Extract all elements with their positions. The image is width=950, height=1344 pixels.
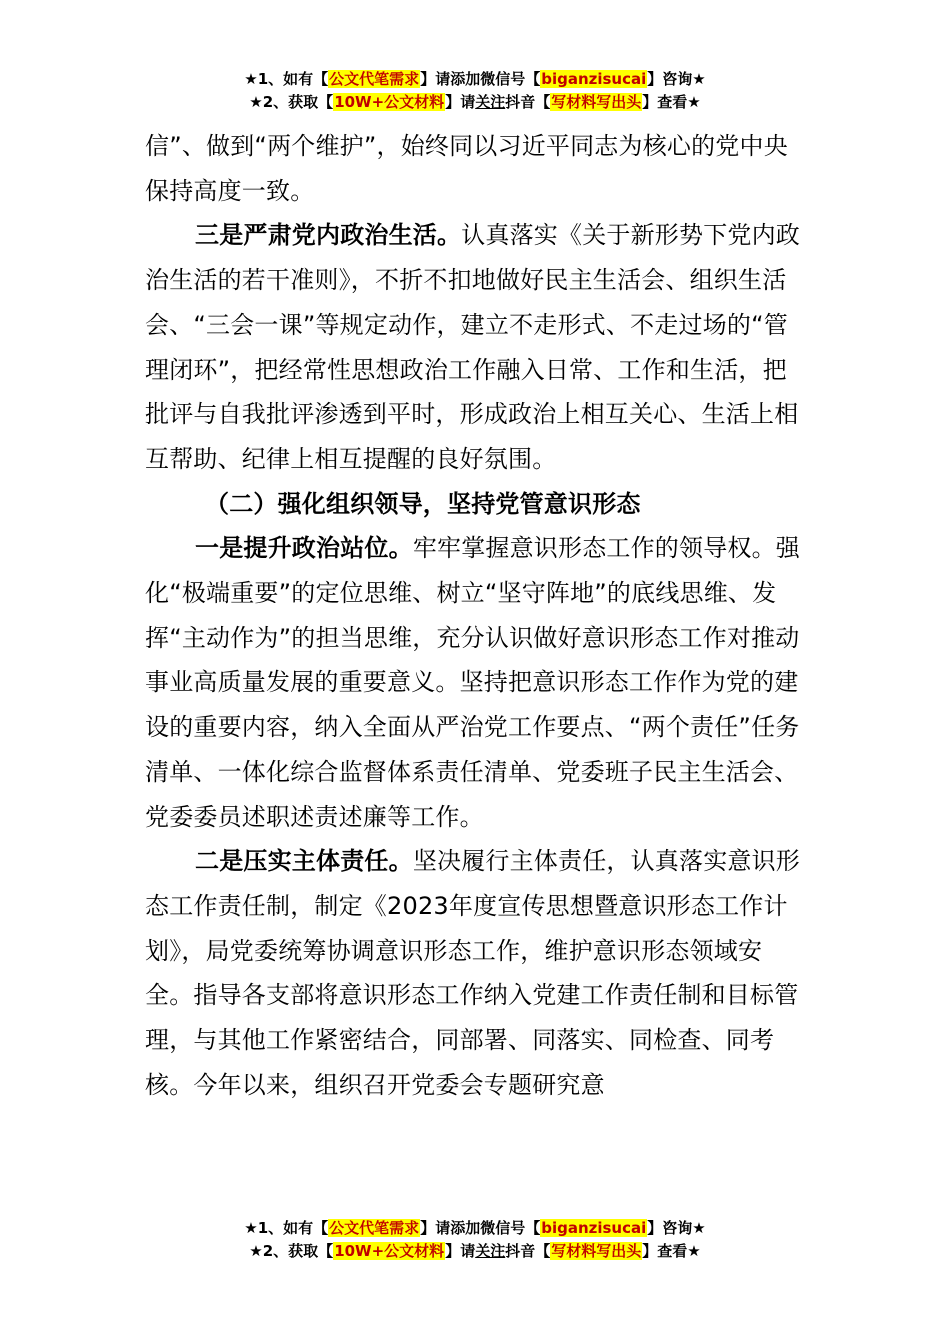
underlined-follow: 关注: [475, 1242, 506, 1260]
banner-text: ★2、获取【: [249, 93, 334, 111]
highlight-service: 公文代笔需求: [329, 70, 420, 88]
banner-text: 】查看★: [642, 1242, 701, 1260]
highlight-materials: 10W+公文材料: [334, 93, 445, 111]
section-heading: （二）强化组织领导，坚持党管意识形态: [205, 489, 641, 518]
paragraph-text: 坚决履行主体责任，认真落实意识形态工作责任制，制定《2023年度宣传思想暨意识形态工作计划》，局党委统筹协调意识形态工作，维护意识形态领域安全。指导各支部将意识形态工作纳入党建工作责任制和目标管理，与其他工作紧密结合，同部署、同落实、同检查、同考核。今年以来，组织召开党委会专题研究意: [145, 847, 801, 1099]
banner-line-1: [0, 68, 950, 91]
paragraph-lead: 三是严肃党内政治生活。: [195, 221, 462, 250]
highlight-wechat-id: biganzisucai: [541, 1219, 647, 1237]
paragraph-text: 牢牢掌握意识形态工作的领导权。强化“极端重要”的定位思维、树立“坚守阵地”的底线思维、发挥“主动作为”的担当思维，充分认识做好意识形态工作对推动事业高质量发展的重要意义。坚持把意识形态工作作为党的建设的重要内容，纳入全面从严治党工作要点、“两个责任”任务清单、一体化综合监督体系责任清单、党委班子民主生活会、党委委员述职述责述廉等工作。: [145, 534, 801, 831]
underlined-follow: 关注: [475, 93, 506, 111]
highlight-materials: 10W+公文材料: [334, 1242, 445, 1260]
banner-text: ★1、如有【: [244, 1219, 329, 1237]
banner-text: 】请添加微信号【: [420, 70, 541, 88]
highlight-service: 公文代笔需求: [329, 1219, 420, 1237]
banner-text: 】咨询★: [647, 1219, 706, 1237]
banner-text: ★1、如有【: [244, 70, 329, 88]
document-body: [145, 124, 809, 1107]
banner-text: 】请: [445, 93, 476, 111]
paragraph-lead: 二是压实主体责任。: [195, 847, 413, 876]
banner-text: 】请添加微信号【: [420, 1219, 541, 1237]
banner-line-2: [0, 1240, 950, 1263]
banner-text: 抖音【: [505, 93, 551, 111]
highlight-douyin: 写材料写出头: [551, 93, 642, 111]
banner-text: 】查看★: [642, 93, 701, 111]
header-banner: [0, 68, 950, 114]
highlight-douyin: 写材料写出头: [551, 1242, 642, 1260]
paragraph-political-stance: [145, 526, 809, 839]
footer-banner: [0, 1217, 950, 1263]
highlight-wechat-id: biganzisucai: [541, 70, 647, 88]
banner-line-1: [0, 1217, 950, 1240]
banner-line-2: [0, 91, 950, 114]
banner-text: 】咨询★: [647, 70, 706, 88]
paragraph-party-life: [145, 213, 809, 481]
paragraph-responsibility: [145, 839, 809, 1107]
banner-text: 】请: [445, 1242, 476, 1260]
banner-text: ★2、获取【: [249, 1242, 334, 1260]
paragraph-text: 认真落实《关于新形势下党内政治生活的若干准则》，不折不扣地做好民主生活会、组织生活会、“三会一课”等规定动作，建立不走形式、不走过场的“管理闭环”，把经常性思想政治工作融入日常、工作和生活，把批评与自我批评渗透到平时，形成政治上相互关心、生活上相互帮助、纪律上相互提醒的良好氛围。: [145, 221, 801, 473]
paragraph-lead: 一是提升政治站位。: [195, 534, 413, 563]
paragraph-continuation: 信”、做到“两个维护”，始终同以习近平同志为核心的党中央保持高度一致。: [145, 132, 788, 205]
banner-text: 抖音【: [505, 1242, 551, 1260]
